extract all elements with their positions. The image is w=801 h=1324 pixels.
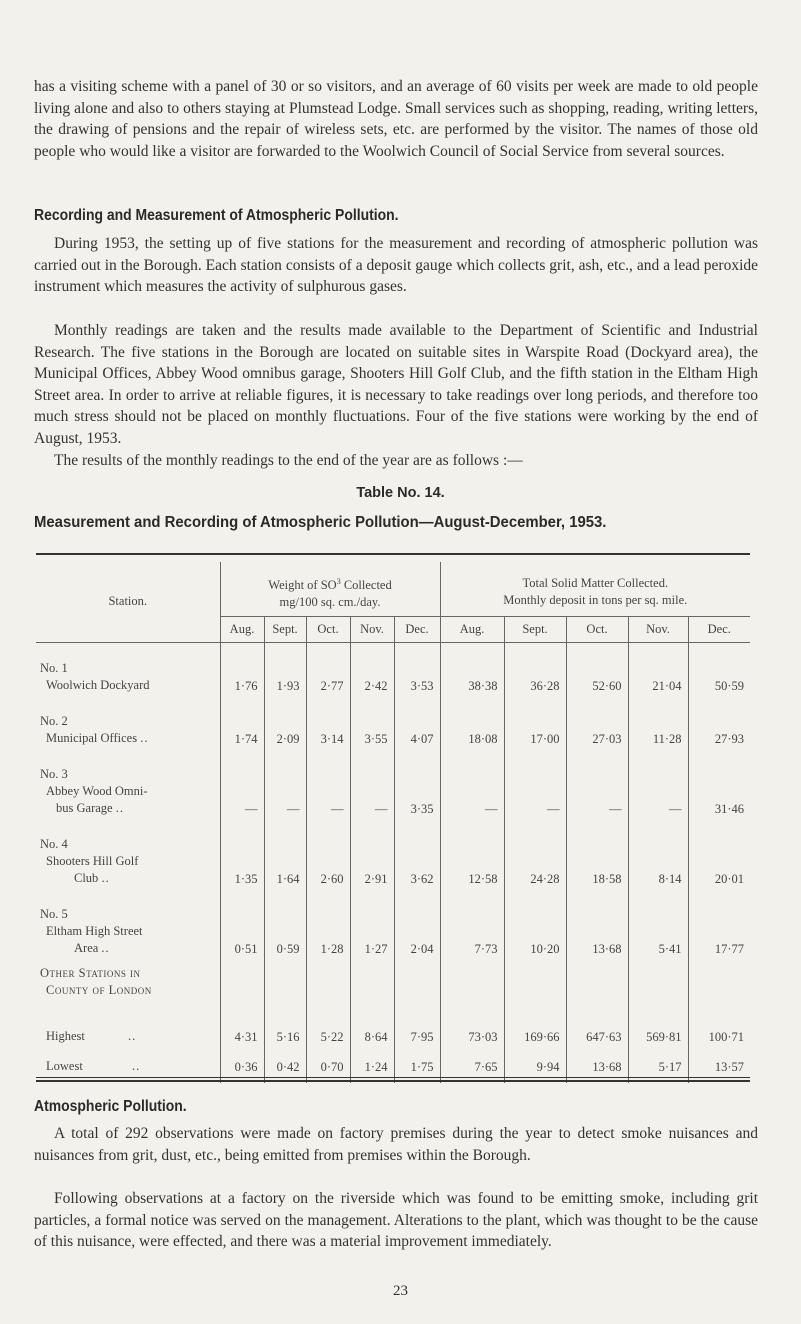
solid-value: 9·94 [504, 1045, 566, 1083]
solid-value: 31·46 [688, 747, 750, 817]
other-stations-heading: Other Stations in County of London [40, 966, 152, 997]
solid-value: 50·59 [688, 642, 750, 694]
month-header: Sept. [264, 616, 306, 642]
solid-value: 7·65 [440, 1045, 504, 1083]
paragraph-observations: A total of 292 observations were made on factory premises during the year to detect smoke nuisances and nuisances from grit, dust, etc., being emitted from premises within the Borough. [34, 1125, 758, 1164]
so3-value: 2·04 [394, 887, 440, 957]
month-header: Nov. [350, 616, 394, 642]
so3-header-superscript: 3 [336, 576, 341, 586]
so3-value: 2·77 [306, 642, 350, 694]
so3-value: 4·07 [394, 694, 440, 747]
month-header: Aug. [220, 616, 264, 642]
so3-value: 3·35 [394, 747, 440, 817]
station-label: No. 2 Municipal Offices .. [40, 714, 149, 745]
so3-value: 0·36 [220, 1045, 264, 1083]
solid-value: 647·63 [566, 1007, 628, 1045]
table-top-rule [36, 553, 750, 555]
so3-value: 1·64 [264, 817, 306, 887]
month-header: Sept. [504, 616, 566, 642]
solid-value: 11·28 [628, 694, 688, 747]
so3-value: 0·51 [220, 887, 264, 957]
table-row-group-heading [36, 957, 750, 1007]
so3-value: 3·62 [394, 817, 440, 887]
section-heading-recording: Recording and Measurement of Atmospheric Pollution. [34, 207, 399, 224]
table-row [36, 747, 750, 817]
solid-value: 5·17 [628, 1045, 688, 1083]
so3-value: 5·22 [306, 1007, 350, 1045]
so3-value: 2·42 [350, 642, 394, 694]
so3-value: 3·53 [394, 642, 440, 694]
table-row [36, 642, 750, 694]
solid-group-header [440, 562, 750, 616]
solid-value: 36·28 [504, 642, 566, 694]
solid-value: 38·38 [440, 642, 504, 694]
month-header: Aug. [440, 616, 504, 642]
solid-value: 569·81 [628, 1007, 688, 1045]
solid-value: 10·20 [504, 887, 566, 957]
so3-value: 1·28 [306, 887, 350, 957]
solid-value: 24·28 [504, 817, 566, 887]
intro-paragraph: has a visiting scheme with a panel of 30 or so visitors, and an average of 60 visits per week are made to old people living alone and also to others staying at Plumstead Lodge. Small services such as shopping, reading, writing letters, the drawing of pensions and the repair of wireless sets, etc. are performed by the visitor. The names of those old people who would like a visitor are forwarded to the Woolwich Council of Social Service from several sources. [34, 78, 758, 160]
station-label: No. 1 Woolwich Dockyard [40, 661, 150, 692]
month-header: Oct. [566, 616, 628, 642]
so3-value: — [264, 747, 306, 817]
solid-value: 27·03 [566, 694, 628, 747]
so3-value: 4·31 [220, 1007, 264, 1045]
so3-value: 8·64 [350, 1007, 394, 1045]
so3-value: 1·27 [350, 887, 394, 957]
paragraph-results-intro: The results of the monthly readings to the end of the year are as follows :— [54, 452, 523, 469]
solid-value: 5·41 [628, 887, 688, 957]
solid-value: 21·04 [628, 642, 688, 694]
solid-value: 52·60 [566, 642, 628, 694]
solid-value: 27·93 [688, 694, 750, 747]
solid-value: 8·14 [628, 817, 688, 887]
so3-value: 1·75 [394, 1045, 440, 1083]
solid-value: 17·77 [688, 887, 750, 957]
so3-header-part-b: Collected [340, 577, 392, 592]
so3-value: 1·24 [350, 1045, 394, 1083]
month-header: Dec. [688, 616, 750, 642]
solid-value: 7·73 [440, 887, 504, 957]
solid-value: — [440, 747, 504, 817]
solid-header-units: Monthly deposit in tons per sq. mile. [503, 592, 688, 607]
paragraph-stations-setup: During 1953, the setting up of five stations for the measurement and recording of atmospheric pollution was carried out in the Borough. Each station consists of a deposit gauge which collects grit, ash, etc., and a lead peroxide instrument which measures the activity of sulphurous gases. [34, 235, 758, 295]
table-title: Measurement and Recording of Atmospheric Pollution—August-December, 1953. [34, 514, 607, 531]
table-row [36, 887, 750, 957]
solid-header-title: Total Solid Matter Collected. [522, 575, 669, 590]
station-label: Lowest .. [46, 1059, 141, 1073]
solid-value: 100·71 [688, 1007, 750, 1045]
solid-value: — [504, 747, 566, 817]
table-number: Table No. 14. [356, 485, 445, 501]
so3-value: 0·59 [264, 887, 306, 957]
so3-value: 3·14 [306, 694, 350, 747]
solid-value: 18·08 [440, 694, 504, 747]
solid-value: 20·01 [688, 817, 750, 887]
so3-value: 5·16 [264, 1007, 306, 1045]
so3-header-part-a: Weight of SO [268, 577, 337, 592]
month-header: Nov. [628, 616, 688, 642]
table-row [36, 694, 750, 747]
paragraph-factory-notice: Following observations at a factory on the riverside which was found to be emitting smoke, including grit particles, a formal notice was served on the management. Alterations to the plant, which was thought to be the cause of this nuisance, were effected, and there was a material improvement immediately. [34, 1190, 758, 1250]
solid-value: 12·58 [440, 817, 504, 887]
so3-value: 1·76 [220, 642, 264, 694]
solid-value: — [566, 747, 628, 817]
so3-value: 7·95 [394, 1007, 440, 1045]
solid-value: 13·57 [688, 1045, 750, 1083]
so3-value: — [306, 747, 350, 817]
station-label: No. 3 Abbey Wood Omni- bus Garage .. [40, 767, 148, 815]
month-header: Oct. [306, 616, 350, 642]
so3-value: 0·42 [264, 1045, 306, 1083]
section-heading-atmospheric: Atmospheric Pollution. [34, 1098, 187, 1115]
so3-value: 1·93 [264, 642, 306, 694]
station-label: No. 4 Shooters Hill Golf Club .. [40, 837, 139, 885]
paragraph-monthly-readings: Monthly readings are taken and the results made available to the Department of Scientific and Industrial Research. The five stations in the Borough are located on suitable sites in Warspite Road (Dockyard area), the Municipal Offices, Abbey Wood omnibus garage, Shooters Hill Golf Club, and the fifth station in the Eltham High Street area. In order to arrive at reliable figures, it is necessary to take readings over long periods, and therefore too much stress should not be placed on monthly fluctuations. Four of the five stations were working by the end of August, 1953. [34, 322, 758, 447]
so3-value: 1·35 [220, 817, 264, 887]
solid-value: 73·03 [440, 1007, 504, 1045]
solid-value: — [628, 747, 688, 817]
so3-value: — [350, 747, 394, 817]
table-row [36, 817, 750, 887]
station-column-header: Station. [36, 562, 220, 642]
so3-value: 2·09 [264, 694, 306, 747]
so3-value: — [220, 747, 264, 817]
station-label: Highest .. [46, 1029, 137, 1043]
table-bottom-rule [36, 1080, 750, 1082]
solid-value: 13·68 [566, 1045, 628, 1083]
so3-value: 2·60 [306, 817, 350, 887]
so3-value: 2·91 [350, 817, 394, 887]
so3-value: 1·74 [220, 694, 264, 747]
page-number: 23 [393, 1283, 408, 1299]
so3-value: 3·55 [350, 694, 394, 747]
so3-group-header [220, 562, 440, 616]
solid-value: 18·58 [566, 817, 628, 887]
table-body [36, 642, 750, 1083]
pollution-table [36, 562, 750, 1083]
so3-header-units: mg/100 sq. cm./day. [279, 594, 381, 609]
station-label: No. 5 Eltham High Street Area .. [40, 907, 143, 955]
solid-value: 17·00 [504, 694, 566, 747]
solid-value: 169·66 [504, 1007, 566, 1045]
table-bottom-rule-thin [36, 1077, 750, 1078]
so3-value: 0·70 [306, 1045, 350, 1083]
table-row [36, 1007, 750, 1045]
solid-value: 13·68 [566, 887, 628, 957]
month-header: Dec. [394, 616, 440, 642]
